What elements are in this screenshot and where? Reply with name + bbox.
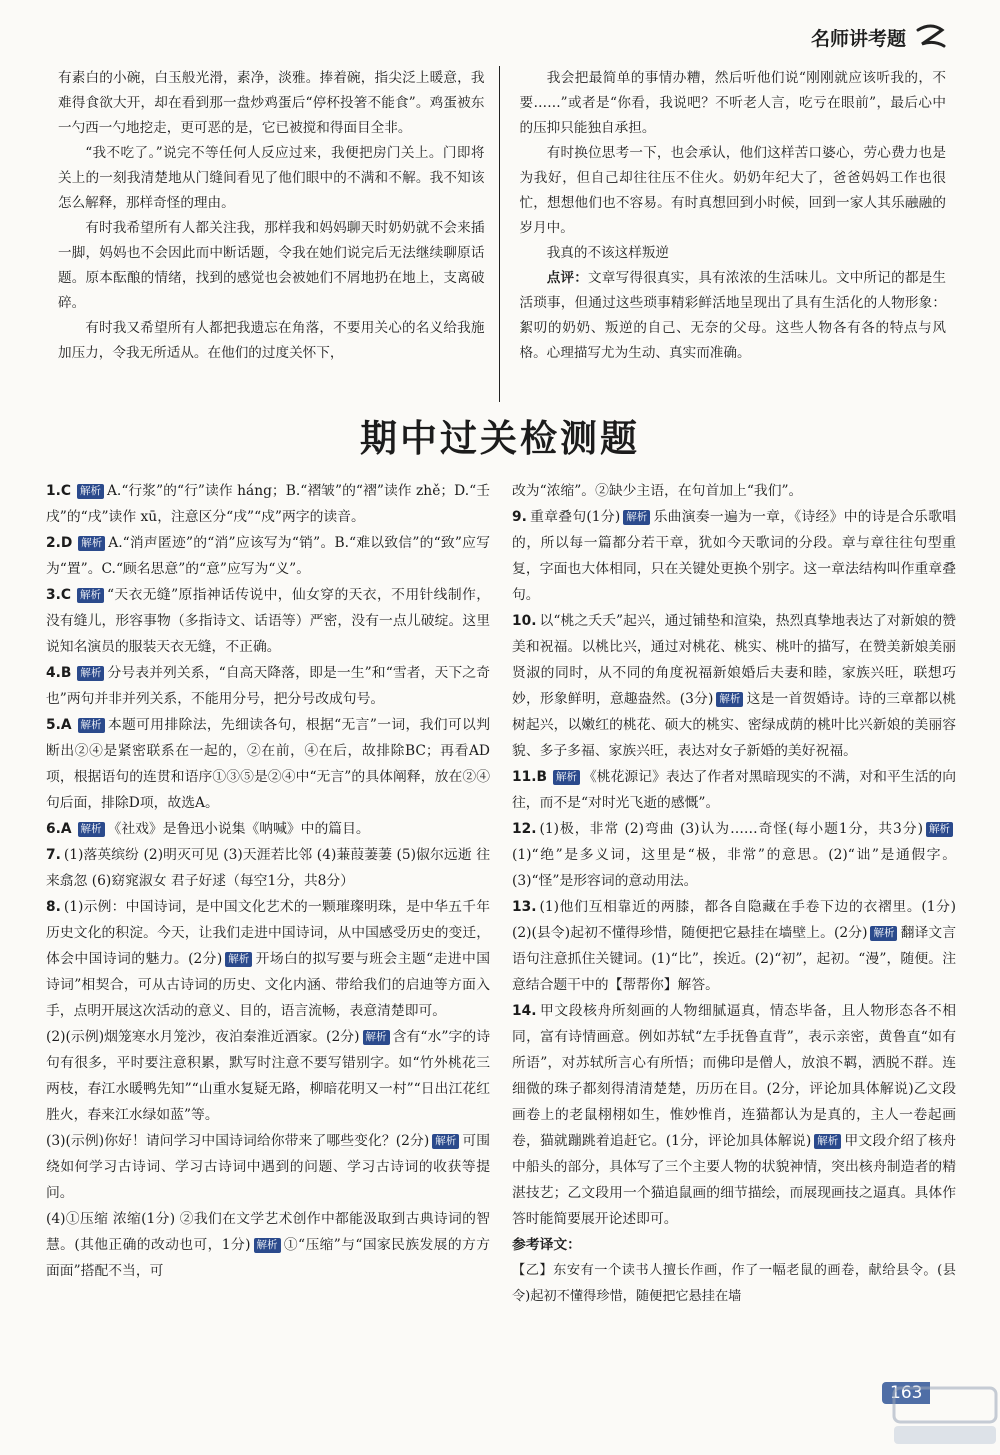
answer-text: (1)他们互相靠近的两膝，都各自隐藏在手卷下边的衣褶里。(1分)(2)(县令)起初不懂得珍惜，随便把它悬挂在墙壁上。(2分)	[512, 899, 956, 941]
analysis-tag: 解析	[623, 510, 650, 525]
analysis-text: 这是一首贺婚诗。诗的三章都以桃树起兴，以嫩红的桃花、硕大的桃实、密绿成荫的桃叶比兴新娘的美丽容貌、多子多福、家族兴旺，表达对女子新婚的美好祝福。	[512, 691, 957, 759]
answer-item	[46, 582, 490, 660]
answer-item	[512, 894, 956, 998]
analysis-tag: 解析	[78, 822, 105, 837]
essay-paragraph: 有素白的小碗，白玉般光滑，素净，淡雅。捧着碗，指尖泛上暖意，我难得食欲大开，却在看到那一盘炒鸡蛋后“停杯投箸不能食”。鸡蛋被东一勺西一勺地挖走，更可恶的是，它已被搅和得面目全非。	[58, 70, 485, 136]
analysis-text: (1)落英缤纷 (2)明灭可见 (3)天涯若比邻 (4)蒹葭萋萋 (5)俶尔远逝 往来翕忽 (6)窈窕淑女 君子好逑（每空1分，共8分）	[46, 847, 490, 889]
analysis-text: 可围绕如何学习古诗词、学习古诗词中遇到的问题、学习古诗词的收获等提问。	[46, 1133, 490, 1201]
answer-item	[46, 894, 490, 1024]
answer-item	[512, 608, 956, 764]
analysis-text: 《桃花源记》表达了作者对黑暗现实的不满，对和平生活的向往，而不是“对时光飞逝的感慨”。	[512, 769, 956, 811]
essay-paragraph: 有时换位思考一下，也会承认，他们这样苦口婆心，劳心费力也是为我好，但自己却往往压不住火。奶奶年纪大了，爸爸妈妈工作也很忙，想想他们也不容易。有时真想回到小时候，回到一家人其乐融融的岁月中。	[519, 145, 946, 236]
answer-text: 甲文段核舟所刻画的人物细腻逼真，情态毕备，且人物形态各不相同，富有诗情画意。例如苏轼“左手抚鲁直背”，表示亲密，黄鲁直“如有所语”，对苏轼所言心有所悟；而佛印是僧人，放浪不羁，洒脱不群。连细微的珠子都刻得清清楚楚，历历在目。(2分，评论加具体解说)乙文段画卷上的老鼠栩栩如生，惟妙惟肖，连猫都认为是真的，主人一卷起画卷，猫就蹦跳着追赶它。(1分，评论加具体解说)	[512, 1003, 956, 1149]
analysis-tag: 解析	[78, 718, 105, 733]
answer-number: 14.	[512, 1003, 537, 1019]
answer-number: 5.A	[46, 717, 72, 733]
answer-item	[46, 842, 490, 894]
watermark-logo-icon	[890, 1380, 1000, 1450]
answer-number: 13.	[512, 899, 537, 915]
analysis-tag: 解析	[77, 484, 104, 499]
answer-text: 改为“浓缩”。②缺少主语，在句首加上“我们”。	[512, 483, 803, 499]
answer-item	[46, 660, 490, 712]
answers-right-column	[512, 478, 956, 1378]
page-number: 163	[882, 1382, 930, 1404]
page-header	[811, 22, 948, 52]
answer-number: 12.	[512, 821, 537, 837]
answer-item	[46, 816, 490, 842]
analysis-tag: 解析	[77, 588, 104, 603]
analysis-tag: 解析	[78, 536, 105, 551]
brand-logo-icon	[914, 22, 948, 52]
analysis-tag: 解析	[77, 666, 104, 681]
answer-section	[46, 478, 956, 1378]
analysis-tag: 解析	[553, 770, 580, 785]
analysis-tag: 解析	[716, 692, 743, 707]
answer-number: 1.C	[46, 483, 71, 499]
answers-left-column	[46, 478, 490, 1378]
answer-item	[512, 478, 956, 504]
essay-paragraph: 我会把最简单的事情办糟，然后听他们说“刚刚就应该听我的，不要……”或者是“你看，我说吧？不听老人言，吃亏在眼前”，最后心中的压抑只能独自承担。	[519, 70, 946, 136]
answer-number: 6.A	[46, 821, 72, 837]
analysis-text: (1)“绝”是多义词，这里是“极，非常”的意思。(2)“诎”是通假字。(3)“怪”是形容词的意动用法。	[512, 847, 956, 889]
answer-number: 2.D	[46, 535, 73, 551]
analysis-text: 含有“水”字的诗句有很多，平时要注意积累，默写时注意不要写错别字。如“竹外桃花三两枝，春江水暖鸭先知”“山重水复疑无路，柳暗花明又一村”“日出江花红胜火，春来江水绿如蓝”等。	[46, 1029, 490, 1123]
analysis-tag: 解析	[225, 952, 252, 967]
analysis-text: “天衣无缝”原指神话传说中，仙女穿的天衣，不用针线制作，没有缝儿，形容事物（多指诗文、话语等）严密，没有一点儿破绽。这里说知名演员的服装天衣无缝，不正确。	[46, 587, 490, 655]
analysis-tag: 解析	[870, 926, 897, 941]
essay-comment	[520, 266, 947, 366]
answer-item	[46, 530, 490, 582]
analysis-text: A.“消声匿迹”的“消”应该写为“销”。B.“难以致信”的“致”应写为“置”。C.“顾名思意”的“意”应写为“义”。	[46, 535, 490, 577]
answer-item	[512, 504, 956, 608]
comment-text: 文章写得很真实，具有浓浓的生活味儿。文中所记的都是生活琐事，但通过这些琐事精彩鲜活地呈现出了具有生活化的人物形象：絮叨的奶奶、叛逆的自己、无奈的父母。这些人物各有各的特点与风格。心理描写尤为生动、真实而准确。	[519, 270, 946, 361]
analysis-tag: 解析	[432, 1134, 459, 1149]
essay-paragraph: 有时我又希望所有人都把我遗忘在角落，不要用关心的名义给我施加压力，令我无所适从。在他们的过度关怀下，	[58, 320, 485, 361]
translation-text: 【乙】东安有一个读书人擅长作画，作了一幅老鼠的画卷，献给县令。(县令)起初不懂得珍惜，随便把它悬挂在墙	[512, 1263, 956, 1304]
analysis-text: 《社戏》是鲁迅小说集《呐喊》中的篇目。	[107, 821, 370, 837]
essay-left-column	[58, 66, 500, 402]
analysis-text: 本题可用排除法，先细读各句，根据“无言”一词，我们可以判断出②④是紧密联系在一起的，②在前，④在后，故排除BC；再看AD项，根据语句的连贯和语序①③⑤是②④中“无言”的具体阐释，放在②④句后面，排除D项，故选A。	[46, 717, 490, 811]
essay-paragraph: 有时我希望所有人都关注我，那样我和妈妈聊天时奶奶就不会来插一脚，妈妈也不会因此而中断话题，令我在她们说完后无法继续聊原话题。原本酝酿的情绪，找到的感觉也会被她们不屑地扔在地上，支离破碎。	[58, 220, 485, 311]
analysis-text: 翻译文言语句注意抓住关键词。(1)“比”，挨近。(2)“初”，起初。“漫”，随便。注意结合题干中的【帮帮你】解答。	[512, 925, 957, 993]
answer-number: 9.	[512, 509, 527, 525]
answer-number: 7.	[46, 847, 61, 863]
essay-right-column	[520, 66, 947, 402]
brand-title: 名师讲考题	[810, 27, 906, 50]
analysis-text: 开场白的拟写要与班会主题“走进中国诗词”相契合，可从古诗词的历史、文化内涵、带给我们的启迪等方面入手，点明开展这次活动的意义、目的，语言流畅，表意清楚即可。	[46, 951, 490, 1019]
analysis-text: 甲文段介绍了核舟中船头的部分，具体写了三个主要人物的状貌神情，突出核舟制造者的精湛技艺；乙文段用一个猫追鼠画的细节描绘，而展现画技之逼真。具体作答时能简要展开论述即可。	[512, 1133, 956, 1227]
answer-item	[46, 478, 490, 530]
essay-paragraph: 我真的不该这样叛逆	[546, 245, 670, 261]
answer-number: 10.	[512, 613, 537, 629]
analysis-text: 乐曲演奏一遍为一章，《诗经》中的诗是合乐歌唱的，所以每一篇都分若干章，犹如今天歌词的分段。章与章往往句型重复，字面也大体相同，只在关键处更换个别字。这一章法结构叫作重章叠句。	[512, 509, 956, 603]
essay-paragraph: “我不吃了。”说完不等任何人反应过来，我便把房门关上。门即将关上的一刻我清楚地从门缝间看见了他们眼中的不满和不解。我不知该怎么解释，那样奇怪的理由。	[58, 145, 485, 211]
section-title: 期中过关检测题	[360, 417, 640, 460]
answer-item	[512, 998, 956, 1232]
answer-text: 重章叠句(1分)	[529, 509, 621, 525]
analysis-tag: 解析	[926, 822, 953, 837]
answer-item	[46, 1128, 490, 1206]
analysis-tag: 解析	[814, 1134, 841, 1149]
answer-number: 8.	[46, 899, 61, 915]
answer-item	[512, 816, 956, 894]
answer-text: (3)(示例)你好！请问学习中国诗词给你带来了哪些变化？(2分)	[46, 1133, 430, 1149]
answer-text: (4)①压缩 浓缩(1分) ②我们在文学艺术创作中都能汲取到古典诗词的智慧。(其他正确的改动也可，1分)	[46, 1211, 490, 1253]
answer-number: 4.B	[46, 665, 72, 681]
answer-text: (1)示例：中国诗词，是中国文化艺术的一颗璀璨明珠，是中华五千年历史文化的积淀。今天，让我们走进中国诗词，从中国感受历史的变迁，体会中国诗词的魅力。(2分)	[46, 899, 490, 967]
answer-item	[512, 764, 956, 816]
answer-number: 11.B	[512, 769, 547, 785]
essay-continuation	[58, 66, 946, 402]
translation-title: 参考译文：	[512, 1237, 581, 1253]
comment-label: 点评：	[546, 270, 589, 286]
answer-text: 以“桃之夭夭”起兴，通过铺垫和渲染，热烈真挚地表达了对新娘的赞美和祝福。以桃比兴，通过对桃花、桃实、桃叶的描写，在赞美新娘美丽贤淑的同时，从不同的角度祝福新娘婚后夫妻和睦，家族兴旺，联想巧妙，形象鲜明，意趣盎然。(3分)	[512, 613, 956, 707]
answer-item	[46, 1024, 490, 1128]
analysis-text: 分号表并列关系，“自高天降落，即是一生”和“雪者，天下之奇也”两句并非并列关系，不能用分号，把分号改成句号。	[46, 665, 490, 707]
answer-number: 3.C	[46, 587, 71, 603]
answer-item	[46, 712, 490, 816]
analysis-text: ①“压缩”与“国家民族发展的方方面面”搭配不当，可	[46, 1237, 490, 1279]
answer-item	[46, 1206, 490, 1284]
analysis-tag: 解析	[254, 1238, 281, 1253]
answer-text: (2)(示例)烟笼寒水月笼沙，夜泊秦淮近酒家。(2分)	[46, 1029, 360, 1045]
analysis-text: A.“行浆”的“行”读作 háng；B.“褶皱”的“褶”读作 zhě；D.“壬戌”的“戌”读作 xū，注意区分“戌”“戍”两字的读音。	[46, 483, 490, 525]
answer-text: (1)极，非常 (2)弯曲 (3)认为……奇怪(每小题1分，共3分)	[539, 821, 923, 837]
analysis-tag: 解析	[363, 1030, 390, 1045]
